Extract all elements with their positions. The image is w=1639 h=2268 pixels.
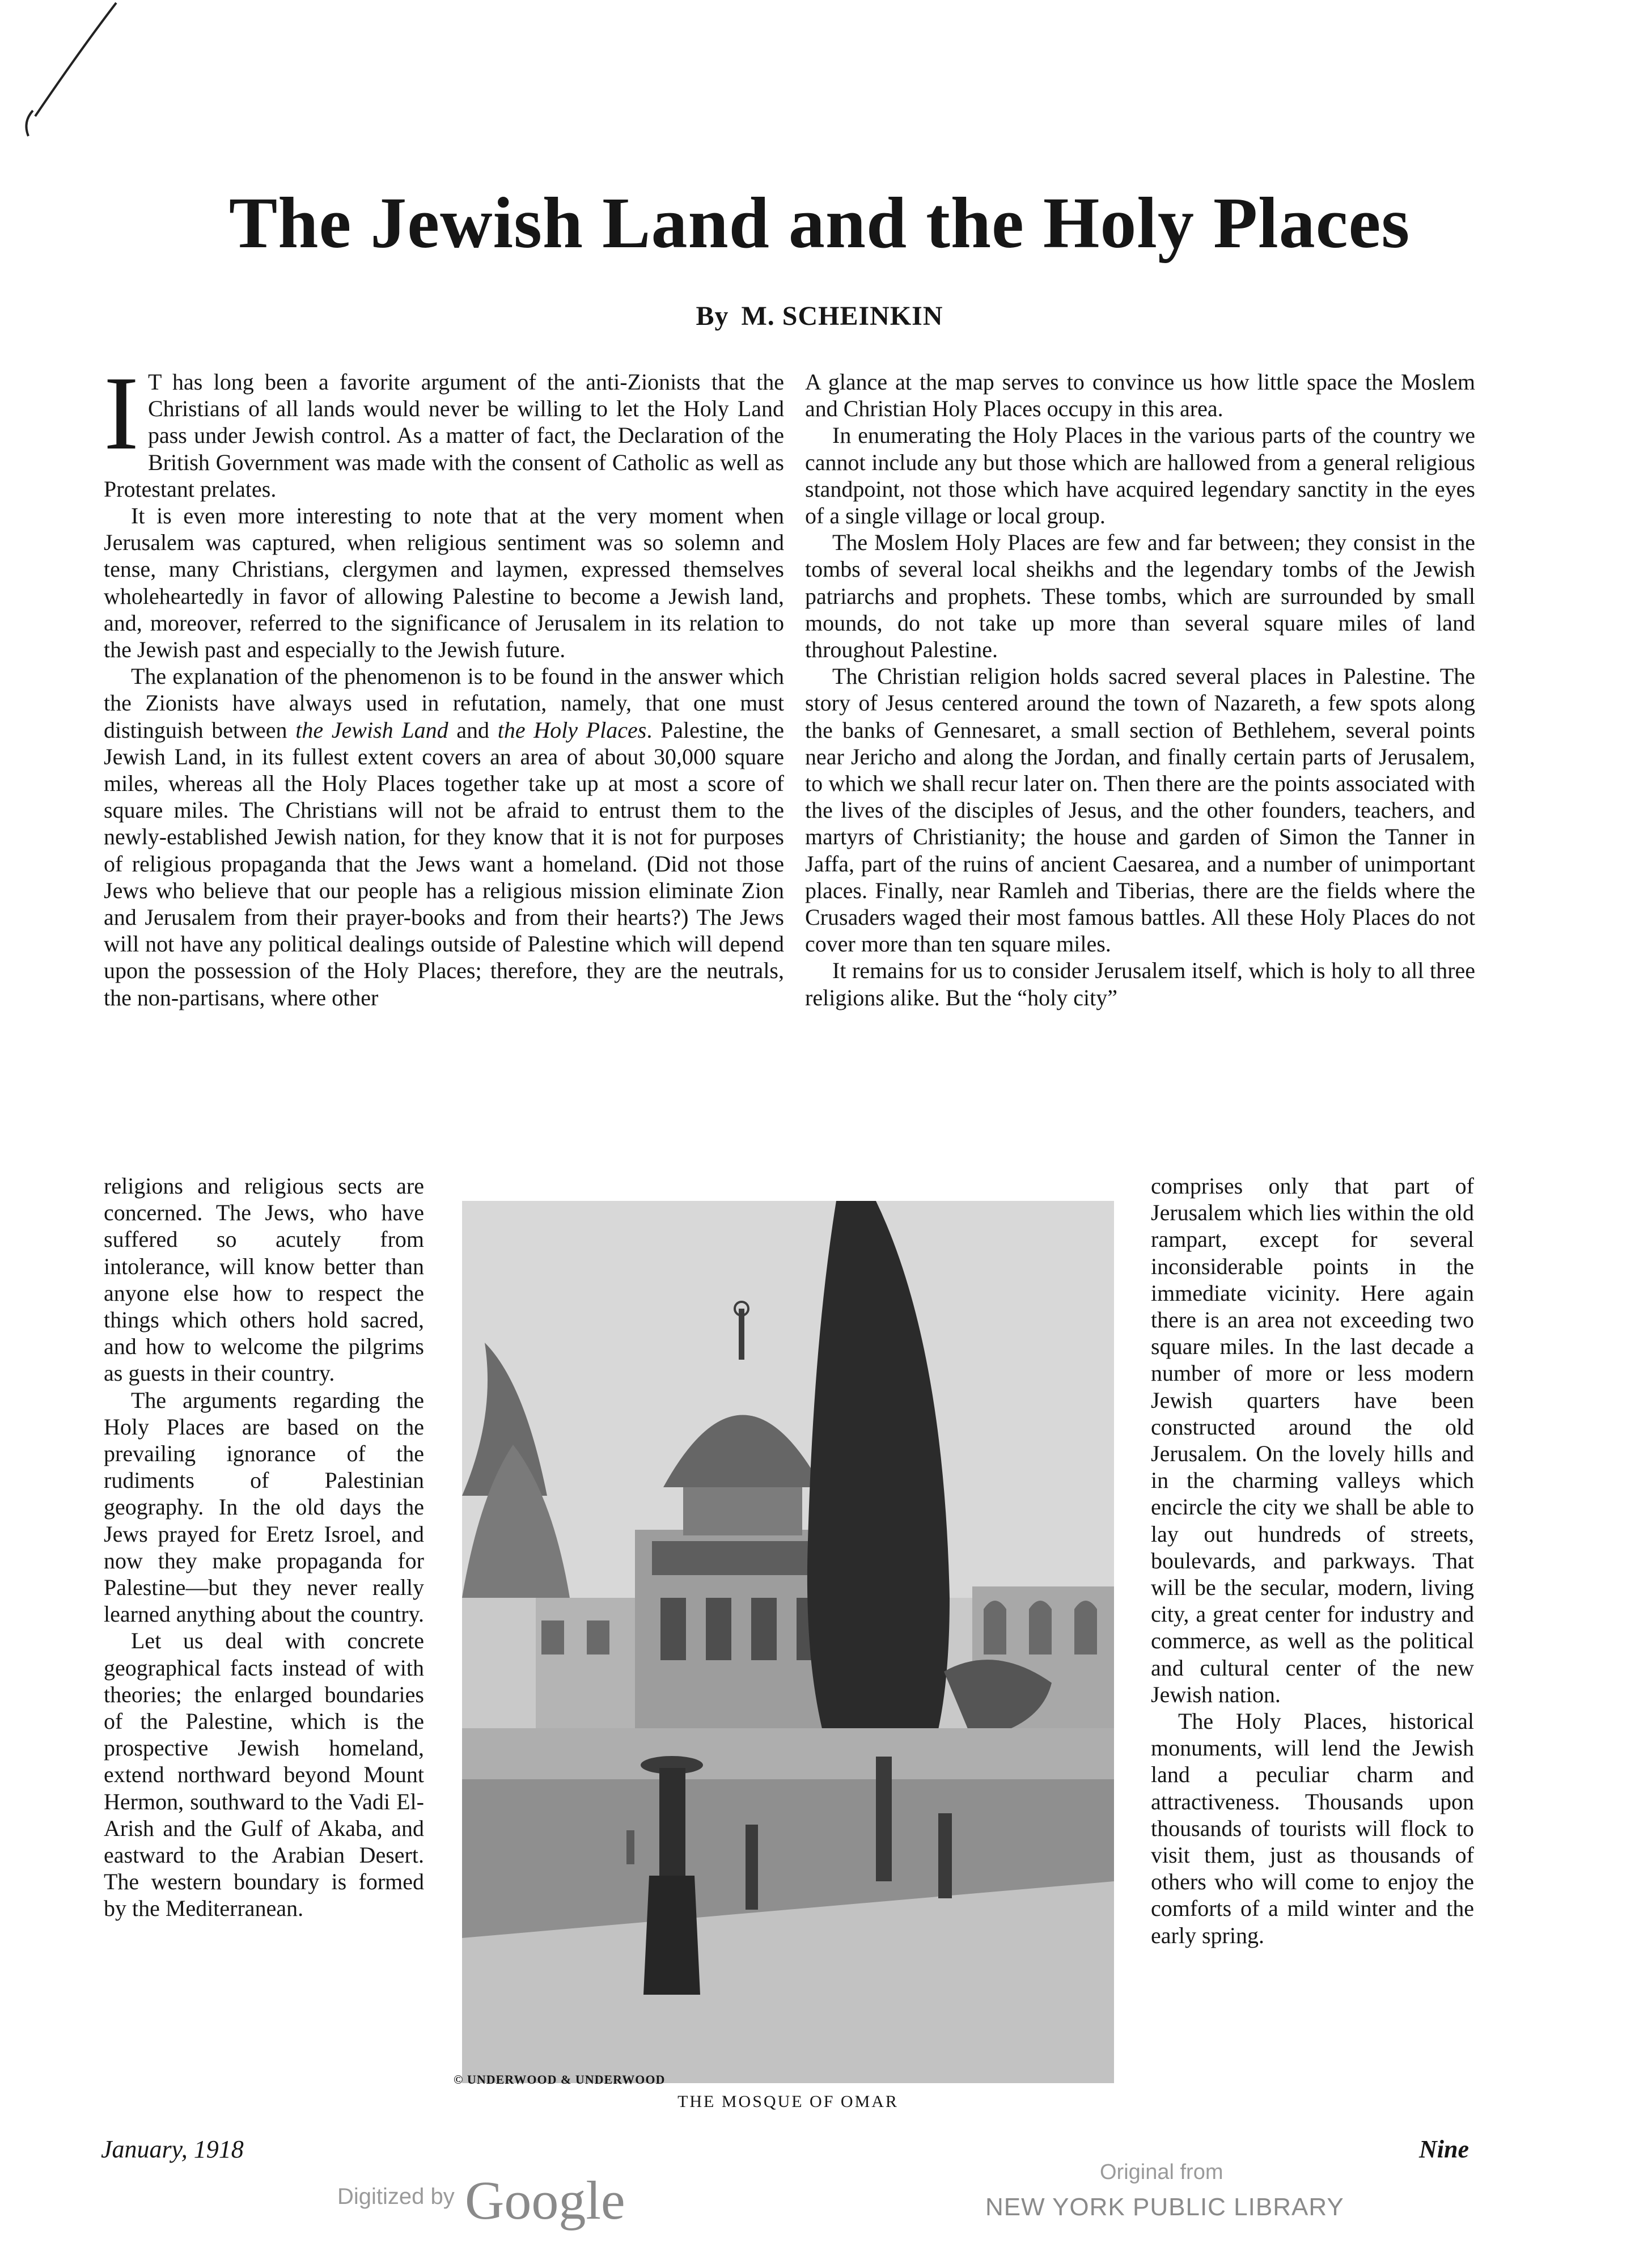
author-name: M. SCHEINKIN	[741, 301, 943, 331]
right-column-top	[805, 369, 1475, 1011]
google-logo: Google	[465, 2170, 625, 2231]
original-from-label: Original from	[1100, 2160, 1223, 2184]
paragraph: Let us deal with concrete geographical facts instead of with theories; the enlarged boundaries of the Palestine, which is the prospective Jewish homeland, extend northward beyond Mount Hermon, southward to the Vadi El-Arish and the Gulf of Akaba, and eastward to the Arabian Desert. The western boundary is formed by the Mediterranean.	[104, 1628, 424, 1922]
paragraph: It remains for us to consider Jerusalem itself, which is holy to all three religions alike. But the “holy city”	[805, 958, 1475, 1010]
photo-credit: © UNDERWOOD & UNDERWOOD	[454, 2072, 666, 2087]
paragraph: The explanation of the phenomenon is to be found in the answer which the Zionists have always used in refutation, namely, that one must distinguish between the Jewish Land and the Holy Places. Palestine, the Jewish Land, in its fullest extent covers an area of about 30,000 square miles, whereas all the Holy Places together take up at most a score of square miles. The Christians will not be afraid to entrust them to the newly-established Jewish nation, for they know that it is not for purposes of religious propaganda that the Jews want a homeland. (Did not those Jews who believe that our people has a religious mission eliminate Zion and Jerusalem from their prayer-books and from their hearts?) The Jews will not have any political dealings outside of Palestine which will depend upon the possession of the Holy Places; therefore, they are the neutrals, the non-partisans, where other	[104, 663, 785, 1010]
paragraph-continued: religions and religious sects are concerned. The Jews, who have suffered so acutely from intolerance, will know better than anyone else how to respect the things which others hold sacred, and how to welcome the pilgrims as guests in their country.	[104, 1173, 424, 1386]
paragraph: In enumerating the Holy Places in the various parts of the country we cannot include any but those which are hallowed from a general religious standpoint, not those which have acquired legendary sanctity in the eyes of a single village or local group.	[805, 422, 1475, 529]
paragraph: The Holy Places, historical monuments, will lend the Jewish land a peculiar charm and attractiveness. Thousands upon thousands of tourists will flock to visit them, just as thousands of others who will come to enjoy the comforts of a mild winter and the early spring.	[1151, 1708, 1474, 1948]
paragraph-continued: comprises only that part of Jerusalem which lies within the old rampart, except for several inconsiderable points in the immediate vicinity. Here again there is an area not exceeding two square miles. In the last decade a number of more or less modern Jewish quarters have been constructed around the old Jerusalem. On the lovely hills and in the charming valleys which encircle the city we shall be able to lay out hundreds of streets, boulevards, and parkways. That will be the secular, modern, living city, a great center for industry and commerce, as well as the political and cultural center of the new Jewish nation.	[1151, 1173, 1474, 1707]
left-column-top	[104, 355, 785, 1011]
photo-caption: THE MOSQUE OF OMAR	[677, 2092, 899, 2111]
paragraph: The arguments regarding the Holy Places are based on the prevailing ignorance of the rudiments of Palestinian geography. In the old days the Jews prayed for Eretz Isroel, and now they make propaganda for Palestine—but they never really learned anything about the country.	[104, 1387, 424, 1627]
paragraph-intro: I T has long been a favorite argument of the anti-Zionists that the Christians of all lands would never be willing to let the Holy Land pass under Jewish control. As a matter of fact, the Declaration of the British Government was made with the consent of Catholic as well as Protestant prelates.	[104, 355, 784, 502]
library-name: NEW YORK PUBLIC LIBRARY	[985, 2193, 1344, 2221]
footer-date: January, 1918	[101, 2135, 244, 2163]
article-title: The Jewish Land and the Holy Places	[228, 183, 1411, 263]
pencil-mark-icon	[11, 0, 125, 147]
left-column-bottom	[104, 1173, 424, 1922]
paragraph: The Christian religion holds sacred several places in Palestine. The story of Jesus centered around the town of Nazareth, a few spots along the banks of Gennesaret, a small section of Bethlehem, several points near Jericho and along the Jordan, and finally certain parts of Jerusalem, to which we shall recur later on. Then there are the points associated with the lives of the disciples of Jesus, and the other founders, teachers, and martyrs of Christianity; the house and garden of Simon the Tanner in Jaffa, part of the ruins of ancient Caesarea, and a number of unimportant places. Finally, near Ramleh and Tiberias, there are the fields where the Crusaders waged their most famous battles. All these Holy Places do not cover more than ten square miles.	[805, 663, 1475, 957]
paragraph: A glance at the map serves to convince us how little space the Moslem and Christian Holy Places occupy in this area.	[805, 369, 1475, 422]
byline-prefix: By	[696, 301, 729, 331]
right-column-bottom	[1151, 1173, 1474, 1949]
paragraph: The Moslem Holy Places are few and far between; they consist in the tombs of several local sheikhs and the legendary tombs of the Jewish patriarchs and prophets. These tombs, which are surrounded by small mounds, do not take up more than several square miles of land throughout Palestine.	[805, 530, 1475, 663]
mosque-illustration	[462, 1201, 1114, 2083]
footer-page-number: Nine	[1419, 2135, 1469, 2163]
byline	[0, 301, 1639, 332]
drop-cap: I	[104, 355, 139, 472]
digitized-by-label: Digitized by	[337, 2184, 455, 2209]
paragraph: It is even more interesting to note that at the very moment when Jerusalem was captured, when religious sentiment was so solemn and tense, many Christians, clergymen and laymen, expressed themselves wholeheartedly in favor of allowing Palestine to become a Jewish land, and, moreover, referred to the significance of Jerusalem in its relation to the Jewish past and especially to the Jewish future.	[104, 503, 784, 663]
mosque-photo	[462, 1201, 1114, 2083]
